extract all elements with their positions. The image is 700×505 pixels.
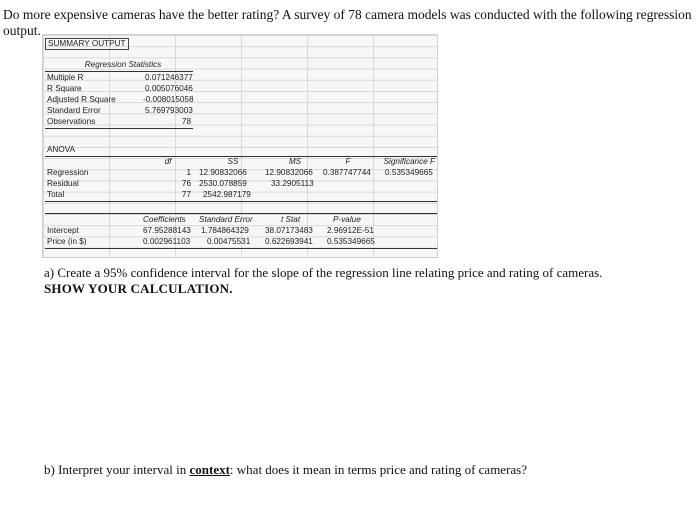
anova-ss: 2530.078859 xyxy=(199,179,247,188)
coef-se: 0.00475531 xyxy=(207,237,251,246)
coef-pvalue: 0.535349665 xyxy=(327,237,375,246)
anova-ms: 33.2905113 xyxy=(271,179,314,188)
coef-header-pvalue: P-value xyxy=(333,215,361,224)
anova-sigf: 0.535349665 xyxy=(385,168,433,177)
anova-ss: 12.90832066 xyxy=(199,168,247,177)
part-b-suffix: : what does it mean in terms price and rating of cameras? xyxy=(229,462,528,477)
part-a-instruction: SHOW YOUR CALCULATION. xyxy=(44,281,233,296)
anova-header-df: df xyxy=(164,157,172,166)
part-a-text: a) Create a 95% confidence interval for the slope of the regression line relating price and rating of cameras. xyxy=(44,265,603,280)
stat-label: Adjusted R Square xyxy=(47,95,116,104)
stat-label: R Square xyxy=(47,84,82,93)
coef-header-tstat: t Stat xyxy=(281,215,301,224)
stat-value: -0.008015058 xyxy=(143,95,194,104)
anova-f: 0.387747744 xyxy=(323,168,371,177)
stats-bottom-rule xyxy=(45,128,193,129)
coef-row-label: Price (in $) xyxy=(47,237,87,246)
coef-tstat: 0.622693941 xyxy=(265,237,313,246)
summary-title: SUMMARY OUTPUT xyxy=(45,38,129,50)
coef-value: 67.95288143 xyxy=(143,226,191,235)
coef-bottom-rule xyxy=(45,248,437,249)
coef-header-se: Standard Error xyxy=(199,215,253,224)
coef-value: 0.002961103 xyxy=(143,237,191,246)
anova-df: 77 xyxy=(181,190,191,199)
stat-value: 5.769793003 xyxy=(145,106,193,115)
anova-header-f: F xyxy=(345,157,351,166)
question-intro: Do more expensive cameras have the better rating? A survey of 78 camera models was conducted with the following regression output. xyxy=(3,7,692,38)
anova-header-ss: SS xyxy=(227,157,239,166)
anova-df: 76 xyxy=(181,179,191,188)
part-b-emphasis: context xyxy=(189,462,230,477)
stat-label: Multiple R xyxy=(47,73,84,82)
anova-row-label: Total xyxy=(47,190,65,199)
coef-row-label: Intercept xyxy=(47,226,79,235)
regression-stats-title: Regression Statistics xyxy=(84,60,162,69)
stat-label: Observations xyxy=(47,117,96,126)
anova-bottom-rule xyxy=(45,201,437,202)
anova-ss: 2542.987179 xyxy=(203,190,251,199)
coef-se: 1.784864329 xyxy=(201,226,249,235)
coef-header-coefficients: Coefficients xyxy=(143,215,186,224)
anova-ms: 12.90832066 xyxy=(265,168,313,177)
anova-row-label: Residual xyxy=(47,179,79,188)
stat-value: 0.071246377 xyxy=(145,73,193,82)
coef-pvalue: 2.96912E-51 xyxy=(327,226,374,235)
question-part-a xyxy=(44,265,684,297)
anova-header-sigf: Significance F xyxy=(383,157,435,166)
anova-header-ms: MS xyxy=(288,157,302,166)
stats-top-rule xyxy=(45,71,193,72)
anova-df: 1 xyxy=(186,168,191,177)
stat-value: 78 xyxy=(181,117,191,126)
regression-output-table xyxy=(42,34,438,258)
anova-row-label: Regression xyxy=(47,168,89,177)
coef-tstat: 38.07173483 xyxy=(265,226,313,235)
part-b-prefix: b) Interpret your interval in xyxy=(44,462,190,477)
stat-label: Standard Error xyxy=(47,106,101,115)
anova-title: ANOVA xyxy=(47,145,76,154)
stat-value: 0.005076046 xyxy=(145,84,193,93)
question-part-b xyxy=(44,462,684,478)
coef-top-rule xyxy=(45,213,437,214)
